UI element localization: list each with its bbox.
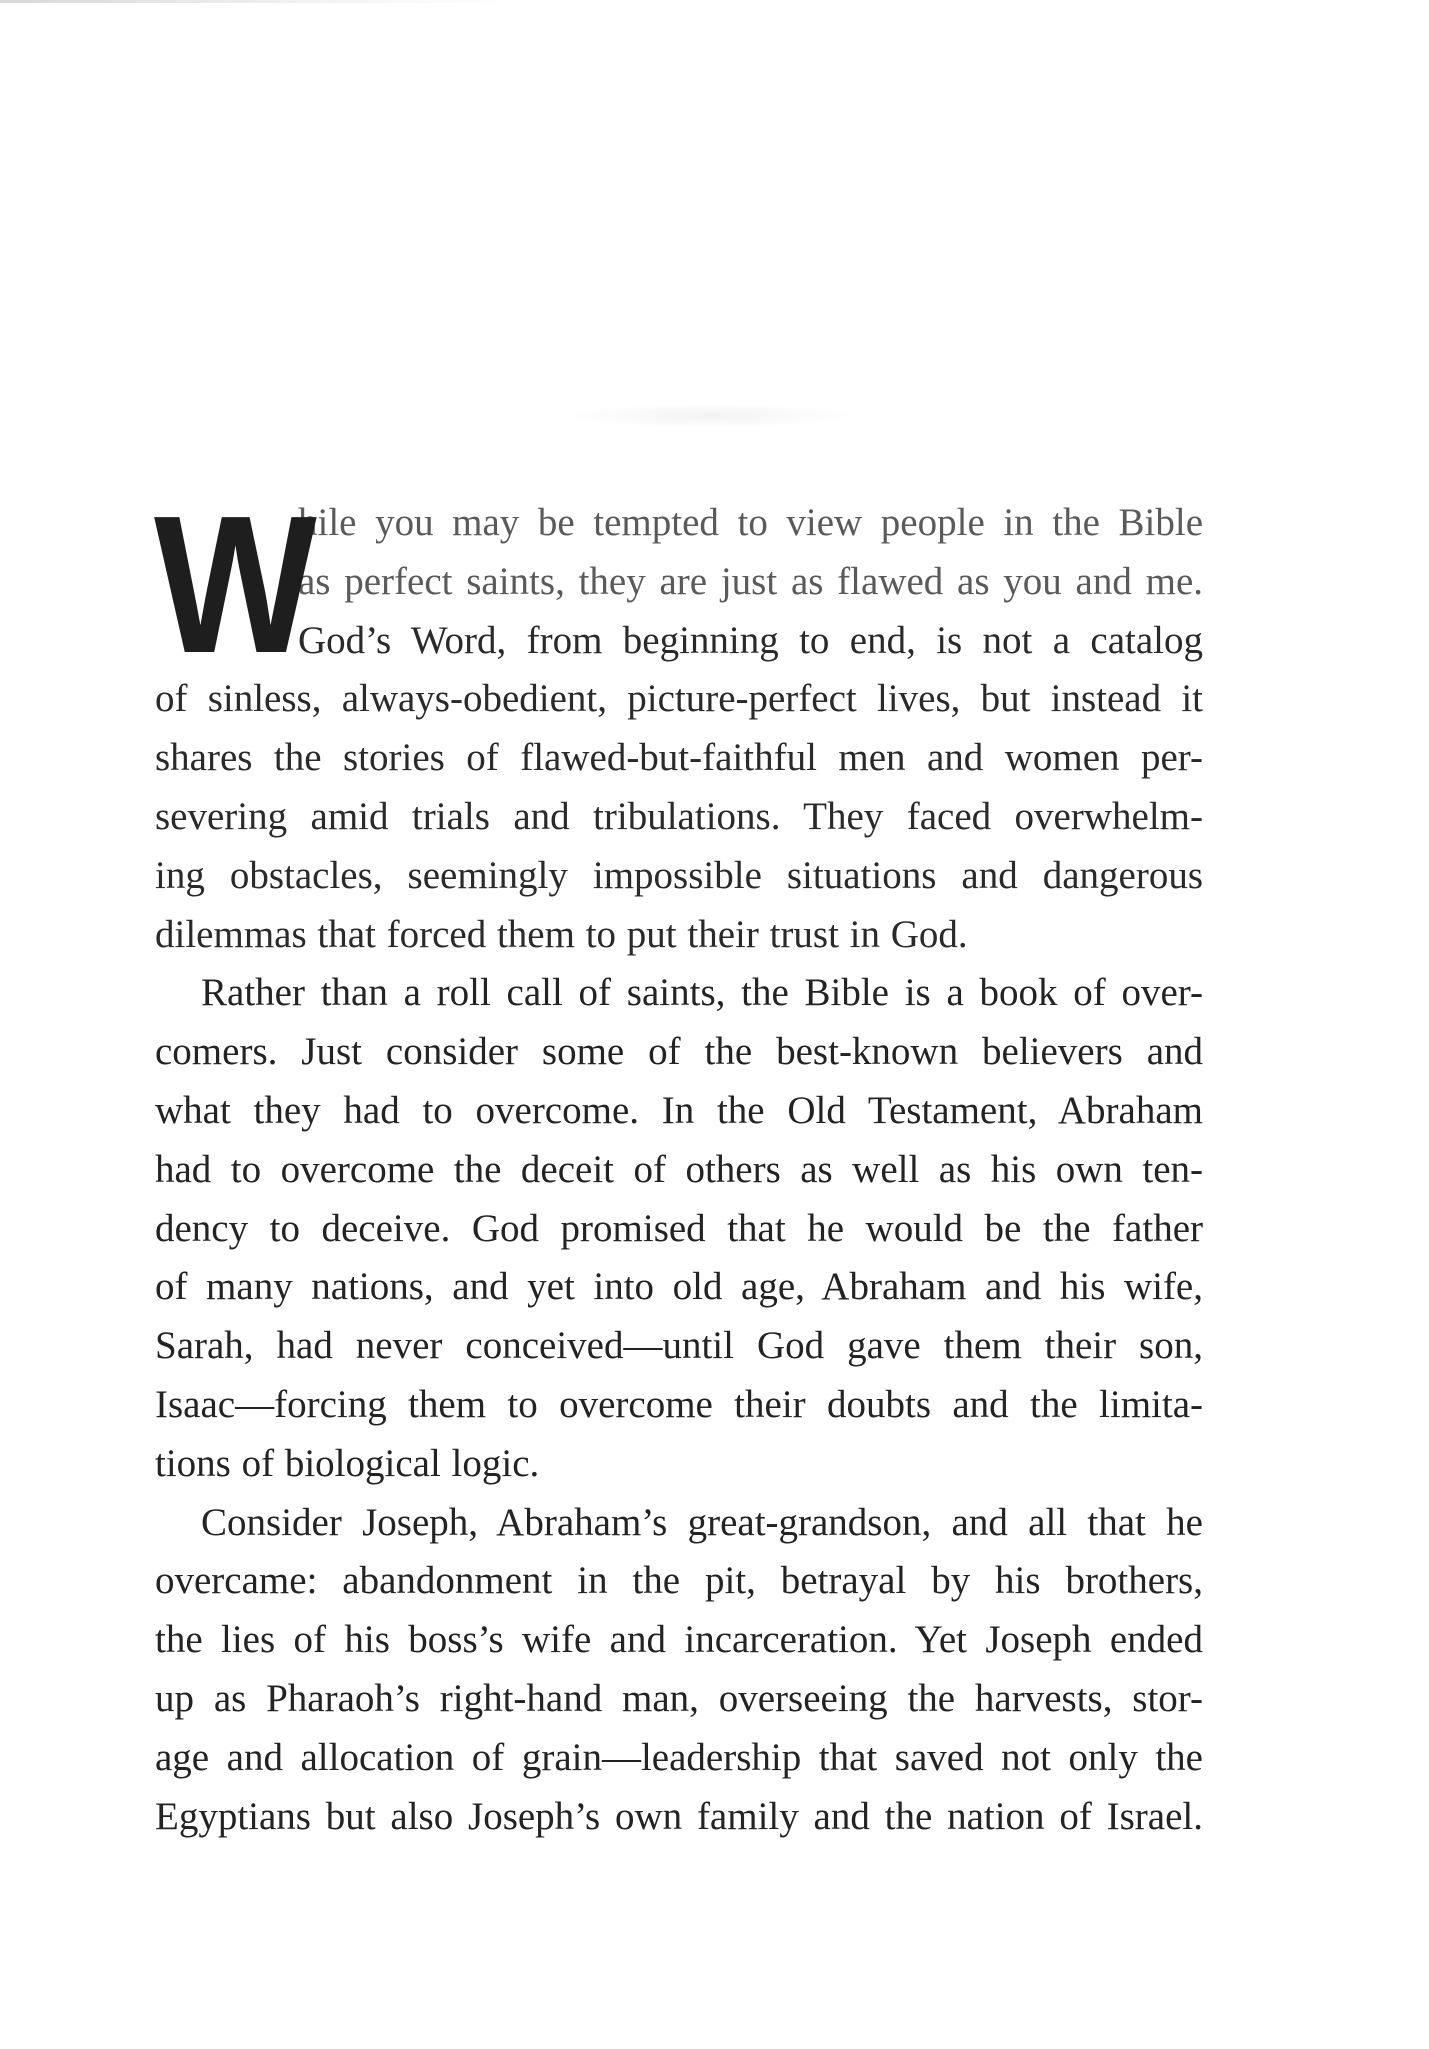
body-text — [154, 475, 1203, 1846]
text-line: hile you may be tempted to view people in the Bible — [298, 501, 1203, 544]
text-line: up as Pharaoh’s right-hand man, overseeing the harvests, stor- — [155, 1676, 1203, 1720]
text-line: Isaac—forcing them to overcome their doubts and the limita- — [155, 1382, 1203, 1426]
text-line: had to overcome the deceit of others as well as his own ten- — [155, 1147, 1203, 1191]
text-line: overcame: abandonment in the pit, betrayal by his brothers, — [155, 1559, 1203, 1603]
text-line: ing obstacles, seemingly impossible situations and dangerous — [155, 853, 1203, 897]
text-line: age and allocation of grain—leadership that saved not only the — [155, 1735, 1203, 1779]
text-line: of sinless, always-obedient, picture-perfect lives, but instead it — [155, 677, 1203, 721]
text-line: Consider Joseph, Abraham’s great-grandson, and all that he — [201, 1500, 1203, 1544]
text-line: severing amid trials and tribulations. They faced overwhelm- — [155, 794, 1203, 838]
paragraph-1 — [154, 475, 1203, 964]
text-line: as perfect saints, they are just as flawed as you and me. — [298, 559, 1203, 603]
text-line: tions of biological logic. — [155, 1441, 540, 1485]
text-line: God’s Word, from beginning to end, is not a catalog — [298, 618, 1203, 662]
scan-smudge — [560, 404, 860, 428]
paragraph-2 — [155, 964, 1203, 1493]
paragraph-3 — [155, 1494, 1203, 1847]
text-line: what they had to overcome. In the Old Testament, Abraham — [155, 1088, 1203, 1132]
text-line: Rather than a roll call of saints, the Bible is a book of over- — [201, 971, 1203, 1015]
text-line: dency to deceive. God promised that he would be the father — [155, 1206, 1203, 1250]
text-line: dilemmas that forced them to put their trust in God. — [155, 912, 968, 956]
scan-edge-line — [0, 0, 520, 3]
text-line: Sarah, had never conceived—until God gave them their son, — [155, 1324, 1203, 1368]
text-line: Egyptians but also Joseph’s own family and the nation of Israel. — [155, 1794, 1203, 1838]
text-line: the lies of his boss’s wife and incarceration. Yet Joseph ended — [155, 1618, 1203, 1662]
text-line: shares the stories of flawed-but-faithful men and women per- — [155, 736, 1203, 780]
drop-cap: W — [154, 475, 314, 694]
text-line: of many nations, and yet into old age, Abraham and his wife, — [155, 1265, 1203, 1309]
text-line: comers. Just consider some of the best-known believers and — [155, 1030, 1203, 1074]
